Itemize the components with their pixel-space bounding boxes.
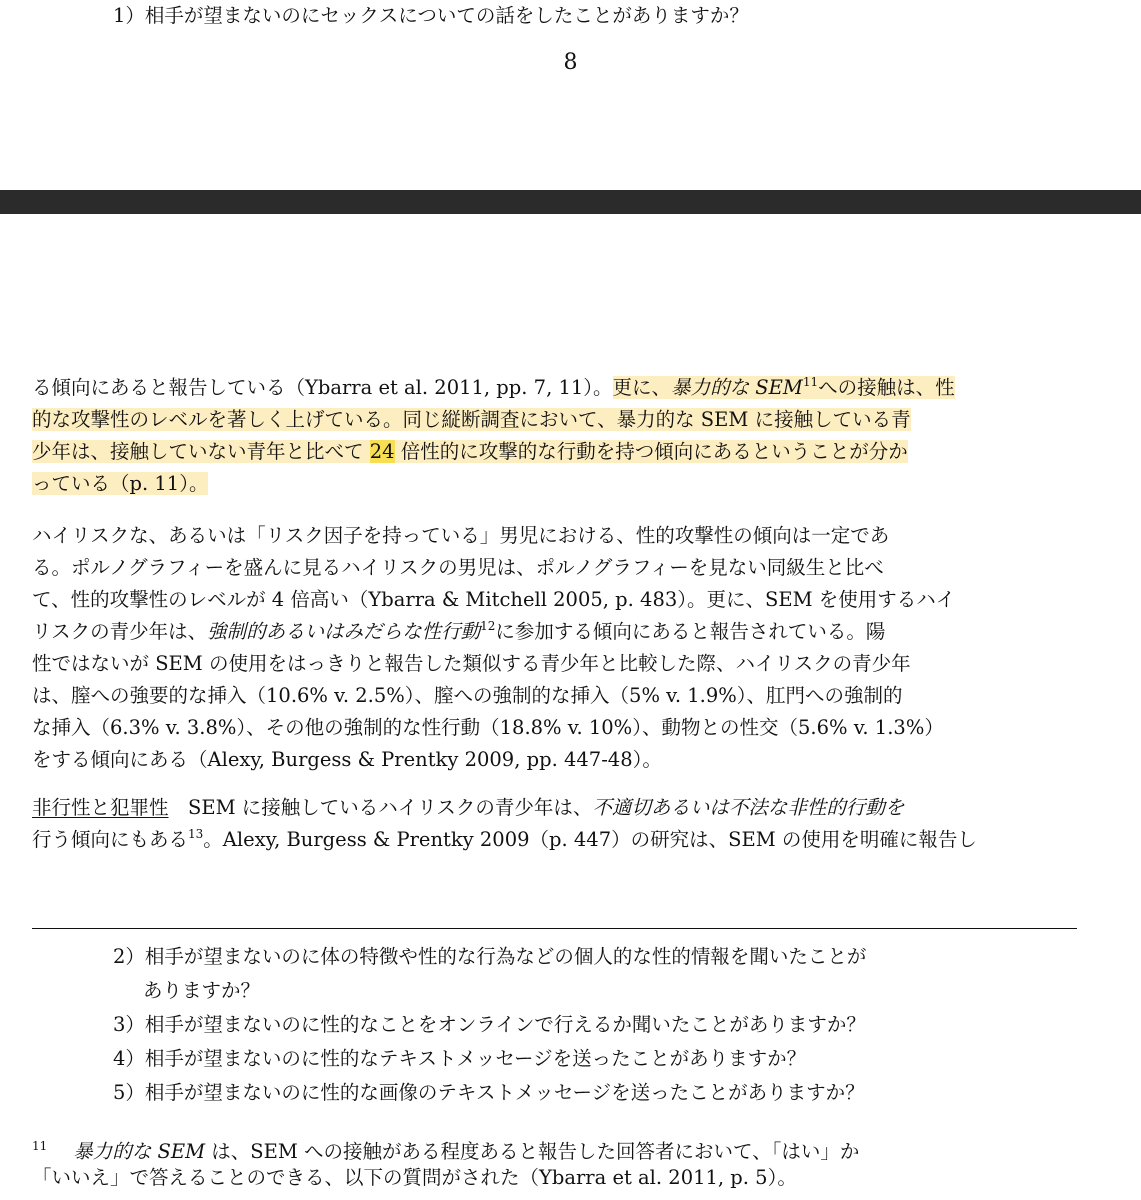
text-line: る。ポルノグラフィーを盛んに見るハイリスクの男児は、ポルノグラフィーを見ない同級生と比べ — [32, 556, 884, 579]
footnote-11 — [32, 1130, 1092, 1194]
highlighted-text — [613, 376, 955, 399]
question-item-continuation: ありますか？ — [143, 979, 261, 1002]
page-number: 8 — [563, 50, 578, 75]
text-line — [32, 468, 1082, 500]
text-line — [32, 372, 1082, 404]
highlighted-number: 24 — [369, 440, 395, 463]
text-span: に参加する傾向にあると報告されている。陽 — [495, 620, 886, 643]
section-heading: 非行性と犯罪性 — [32, 796, 169, 819]
text-line: 性ではないが SEM の使用をはっきりと報告した類似する青少年と比較した際、ハイリスクの青少年 — [32, 652, 911, 675]
footnote-ref[interactable]: 13 — [188, 827, 204, 841]
footnote-question-1: 1）相手が望まないのにセックスについての話をしたことがありますか？ — [113, 4, 749, 27]
footnote-ref[interactable]: 11 — [802, 375, 819, 389]
question-item: 4）相手が望まないのに性的なテキストメッセージを送ったことがありますか？ — [113, 1047, 807, 1070]
text-line: をする傾向にある（Alexy, Burgess & Prentky 2009, pp. 447-48）。 — [32, 748, 662, 771]
text-line — [32, 404, 1082, 436]
question-item: 3）相手が望まないのに性的なことをオンラインで行えるか聞いたことがありますか？ — [113, 1013, 866, 1036]
paragraph-delinquency — [32, 792, 1082, 856]
text-line — [32, 1130, 1092, 1162]
text-line — [32, 824, 1082, 856]
paragraph-high-risk — [32, 520, 1082, 776]
highlighted-text — [32, 440, 908, 463]
text-span: る傾向にあると報告している（Ybarra et al. 2011, pp. 7, 11）。 — [32, 376, 613, 399]
text-line: な挿入（6.3% v. 3.8%）、その他の強制的な性行動（18.8% v. 10%）、動物との性交（5.6% v. 1.3%） — [32, 716, 944, 739]
text-line: は、膣への強要的な挿入（10.6% v. 2.5%）、膣への強制的な挿入（5% v. 1.9%）、肛門への強制的 — [32, 684, 903, 707]
italic-term: 暴力的な SEM — [73, 1140, 206, 1163]
text-span: への接触は、性 — [818, 376, 955, 399]
italic-term: 強制的あるいはみだらな性行動 — [207, 620, 481, 643]
highlighted-text: っている（p. 11）。 — [32, 472, 209, 495]
text-span: SEM に接触しているハイリスクの青少年は、 — [168, 796, 593, 819]
italic-term: 不適切あるいは不法な非性的行動を — [592, 796, 905, 819]
text-span: 少年は、接触していない青年と比べて — [32, 440, 370, 463]
italic-term: 暴力的な SEM — [671, 376, 803, 399]
text-span: 行う傾向にもある — [32, 828, 189, 851]
text-span: リスクの青少年は、 — [32, 620, 208, 643]
footnote-divider — [32, 928, 1077, 929]
footnote-ref[interactable]: 12 — [480, 619, 496, 633]
previous-page — [0, 0, 1141, 190]
text-line: て、性的攻撃性のレベルが 4 倍高い（Ybarra & Mitchell 2005, p. 483）。更に、SEM を使用するハイ — [32, 588, 956, 611]
text-span: 。Alexy, Burgess & Prentky 2009（p. 447）の研究は、SEM の使用を明確に報告し — [203, 828, 977, 851]
highlighted-text: 的な攻撃性のレベルを著しく上げている。同じ縦断調査において、暴力的な SEM に接触している青 — [32, 408, 911, 431]
text-line — [32, 436, 1082, 468]
footnote-number: 11 — [32, 1139, 48, 1153]
text-line — [32, 792, 1082, 824]
paragraph-violent-sem — [32, 372, 1082, 500]
text-line — [32, 616, 1082, 648]
text-span: 倍性的に攻撃的な行動を持つ傾向にあるということが分か — [394, 440, 908, 463]
question-item: 2）相手が望まないのに体の特徴や性的な行為などの個人的な性的情報を聞いたことが — [113, 945, 867, 968]
question-item: 5）相手が望まないのに性的な画像のテキストメッセージを送ったことがありますか？ — [113, 1081, 865, 1104]
text-line: ハイリスクな、あるいは「リスク因子を持っている」男児における、性的攻撃性の傾向は一定であ — [32, 524, 890, 547]
text-span: は、SEM への接触がある程度あると報告した回答者において、「はい」か — [205, 1140, 860, 1163]
text-line: 「いいえ」で答えることのできる、以下の質問がされた（Ybarra et al. 2011, p. 5）。 — [32, 1166, 797, 1189]
page-separator — [0, 190, 1141, 214]
text-span: 更に、 — [612, 376, 672, 399]
question-list — [113, 940, 1073, 1110]
